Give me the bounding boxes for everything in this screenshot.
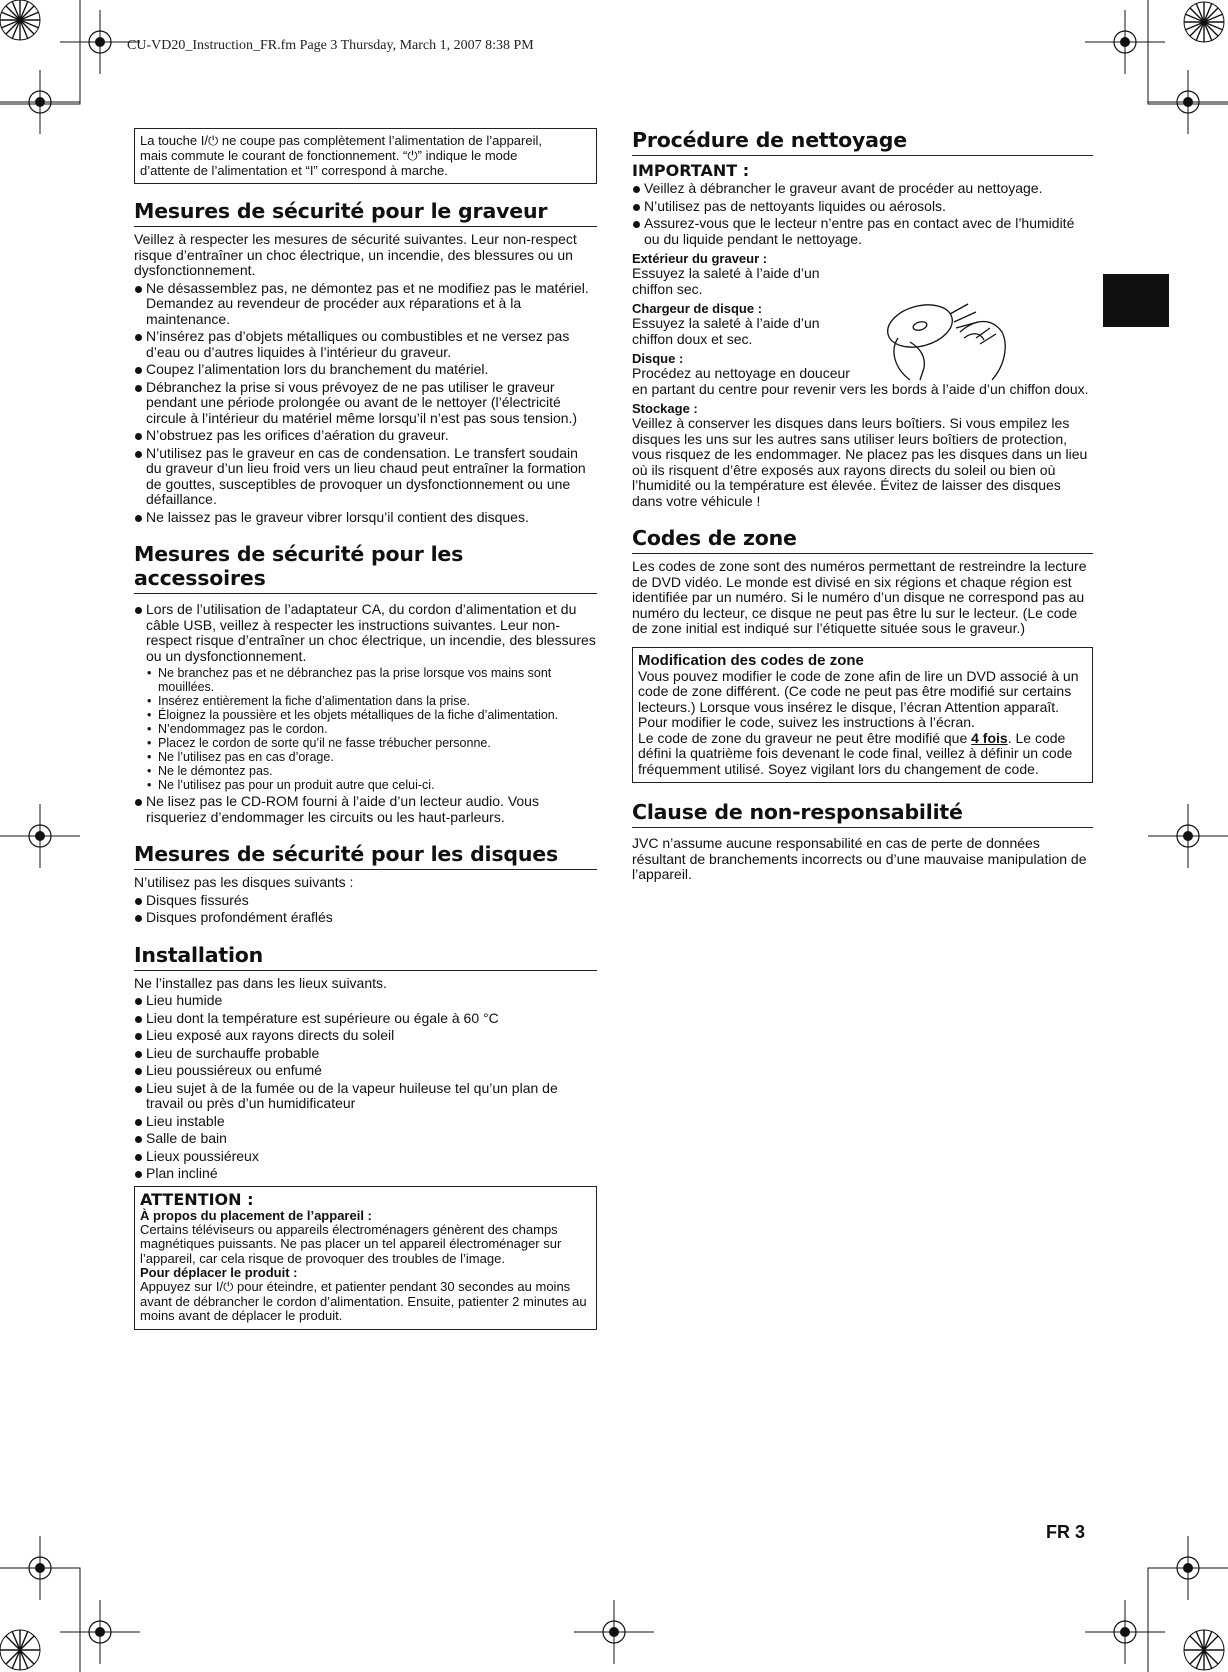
bullet-list (632, 181, 1093, 247)
list-item: Veillez à débrancher le graveur avant de procéder au nettoyage. (632, 181, 1093, 197)
zone-box-text (638, 731, 1087, 778)
crop-mark-icon (1118, 1562, 1228, 1672)
hand-cleaning-disc-icon (880, 288, 1015, 384)
zone-box-text: Vous pouvez modifier le code de zone afin de lire un DVD associé à un code de zone différent. (Ce code ne peut pas être modifié sur certains lecteurs.) Lorsque vous insérez le disque, l’écran Attention apparaît. Pour modifier le code, suivez les instructions à l’écran. (638, 667, 1079, 730)
list-item: Lieu poussiéreux ou enfumé (134, 1063, 597, 1079)
list-item: Ne laissez pas le graveur vibrer lorsqu’il contient des disques. (134, 510, 597, 526)
list-item: Lieu exposé aux rayons directs du soleil (134, 1028, 597, 1044)
attention-subhead: Pour déplacer le produit : (140, 1265, 298, 1280)
registration-mark-icon (1148, 804, 1228, 868)
sub-list (146, 666, 597, 792)
clean-label: Chargeur de disque : (632, 301, 763, 316)
sub-item: • Insérez entièrement la fiche d’alimentation dans la prise. (146, 694, 597, 708)
section-intro: N’utilisez pas les disques suivants : (134, 874, 354, 890)
list-item: Lieu instable (134, 1114, 597, 1130)
emphasis-text: 4 fois (971, 729, 1008, 746)
sub-item: • N’endommagez pas le cordon. (146, 722, 597, 736)
section-title: Mesures de sécurité pour les disques (134, 842, 597, 870)
sub-item: • Ne branchez pas et ne débranchez pas la prise lorsque vos mains sont mouillées. (146, 666, 597, 694)
list-item: Coupez l’alimentation lors du branchement du matériel. (134, 362, 597, 378)
registration-mark-icon (574, 1600, 654, 1664)
attention-box (134, 1186, 597, 1330)
clean-label: Stockage : (632, 401, 698, 416)
section-title: Installation (134, 943, 597, 971)
list-item: Lieu sujet à de la fumée ou de la vapeur huileuse tel qu’un plan de travail ou près d’un humidificateur (134, 1081, 597, 1112)
bullet-list (134, 602, 597, 825)
list-item: Plan incliné (134, 1166, 597, 1182)
list-item: Lieu humide (134, 993, 597, 1009)
section-accessoires (134, 542, 597, 825)
section-disques (134, 842, 597, 926)
zone-box-title: Modification des codes de zone (638, 651, 864, 669)
clean-label: Disque : (632, 351, 684, 366)
section-nettoyage (632, 128, 1093, 509)
clean-text: Essuyez la saleté à l’aide d’un chiffon sec. (632, 265, 820, 297)
section-title: Mesures de sécurité pour les accessoires (134, 542, 597, 594)
clean-text: en partant du centre pour revenir vers les bords à l’aide d’un chiffon doux. (632, 380, 1089, 397)
sub-item: • Ne le démontez pas. (146, 764, 597, 778)
section-text: JVC n’assume aucune responsabilité en cas de perte de données résultant de branchements incorrects ou d’une mauvaise manipulation de l’appareil. (632, 835, 1087, 882)
registration-mark-icon (0, 804, 80, 868)
clean-label: Extérieur du graveur : (632, 251, 768, 266)
sub-item: • Éloignez la poussière et les objets métalliques de la fiche d’alimentation. (146, 708, 597, 722)
bullet-list (134, 893, 597, 926)
attention-subhead: À propos du placement de l’appareil : (140, 1207, 372, 1223)
attention-text: Appuyez sur I/⏻ pour éteindre, et patienter pendant 30 secondes au moins avant de débrancher le cordon d’alimentation. Ensuite, patienter 2 minutes au moins avant de déplacer le produit. (140, 1279, 587, 1323)
list-item: Lieu dont la température est supérieure ou égale à 60 °C (134, 1011, 597, 1027)
section-title: Codes de zone (632, 526, 1093, 554)
crop-mark-icon (0, 1562, 110, 1672)
bullet-list (134, 281, 597, 526)
text-run: Le code de zone du graveur ne peut être modifié que (638, 729, 972, 746)
list-item: N’utilisez pas le graveur en cas de condensation. Le transfert soudain du graveur d’un lieu froid vers un lieu chaud peut entraîner la formation de gouttes, susceptibles de provoquer un dysfonctionnement ou une défaillance. (134, 446, 597, 508)
clean-item (632, 252, 852, 382)
list-item (134, 602, 597, 792)
list-item: Disques profondément éraflés (134, 910, 597, 926)
section-intro: Les codes de zone sont des numéros permettant de restreindre la lecture de DVD vidéo. Le monde est divisé en six régions et chaque région est identifiée par un numéro. Si le numéro d’un disque ne correspond pas au numéro du lecteur, ce disque ne peut pas être lu sur le lecteur. (Le code de zone initial est indiqué sur l’étiquette située sous le graveur.) (632, 558, 1087, 636)
section-title: Procédure de nettoyage (632, 128, 1093, 156)
left-column (134, 128, 597, 1330)
zone-code-box (632, 647, 1093, 784)
list-item: Ne lisez pas le CD-ROM fourni à l’aide d’un lecteur audio. Vous risqueriez d’endommager les circuits ou les haut-parleurs. (134, 794, 597, 825)
section-graveur (134, 199, 597, 525)
section-intro: Ne l’installez pas dans les lieux suivants. (134, 974, 387, 991)
clean-text: Essuyez la saleté à l’aide d’un chiffon doux et sec. (632, 315, 820, 347)
list-item: N’insérez pas d’objets métalliques ou combustibles et ne versez pas d’eau ou d’autres liquides à l’intérieur du graveur. (134, 329, 597, 360)
list-item: Lieu de surchauffe probable (134, 1046, 597, 1062)
right-column (632, 128, 1093, 883)
list-item: Assurez-vous que le lecteur n’entre pas en contact avec de l’humidité ou du liquide pendant le nettoyage. (632, 216, 1093, 247)
list-item-text: Lors de l’utilisation de l’adaptateur CA, du cordon d’alimentation et du câble USB, veillez à respecter les instructions suivantes. Leur non-respect risque d’entraîner un choc électrique, un incendie, des blessures ou un dysfonctionnement. (146, 601, 596, 664)
page-number: FR 3 (1046, 1522, 1086, 1542)
crop-mark-icon (1118, 0, 1228, 110)
list-item: Débranchez la prise si vous prévoyez de ne pas utiliser le graveur pendant une période prolongée ou avant de le nettoyer (l’électricité circule à l’intérieur du matériel même lorsqu’il n’est pas sous tension.) (134, 380, 597, 427)
section-title: Clause de non-responsabilité (632, 800, 1093, 828)
section-clause (632, 800, 1093, 883)
attention-title: ATTENTION : (140, 1189, 254, 1209)
power-notice-box (134, 128, 597, 184)
file-header: CU-VD20_Instruction_FR.fm Page 3 Thursday, March 1, 2007 8:38 PM (127, 38, 534, 53)
notice-line: mais commute le courant de fonctionnement. “⏻” indique le mode (140, 148, 518, 163)
list-item: Ne désassemblez pas, ne démontez pas et ne modifiez pas le matériel. Demandez au revendeur de procéder aux réparations et à la maintenance. (134, 281, 597, 328)
clean-text: Procédez au nettoyage en douceur (632, 365, 850, 381)
section-tab-marker (1103, 274, 1169, 327)
text-run: . Le code défini la quatrième fois devenant le code final, veillez à définir un code fréquemment utilisé. Soyez vigilant lors du changement de code. (638, 729, 1073, 777)
bullet-list (134, 993, 597, 1182)
section-title: Mesures de sécurité pour le graveur (134, 199, 597, 227)
sub-item: • Ne l’utilisez pas en cas d’orage. (146, 750, 597, 764)
notice-line: La touche I/⏻ ne coupe pas complètement l’alimentation de l’appareil, (140, 133, 542, 148)
section-codes (632, 526, 1093, 783)
list-item: N’utilisez pas de nettoyants liquides ou aérosols. (632, 199, 1093, 215)
list-item: Lieux poussiéreux (134, 1149, 597, 1165)
list-item: N’obstruez pas les orifices d’aération du graveur. (134, 428, 597, 444)
section-installation (134, 943, 597, 1182)
crop-mark-icon (0, 0, 110, 110)
list-item: Salle de bain (134, 1131, 597, 1147)
sub-item: • Ne l’utilisez pas pour un produit autre que celui-ci. (146, 778, 597, 792)
section-intro: Veillez à respecter les mesures de sécurité suivantes. Leur non-respect risque d’entraîner un choc électrique, un incendie, des blessures ou un dysfonctionnement. (134, 231, 577, 278)
attention-text: Certains téléviseurs ou appareils électroménagers génèrent des champs magnétiques puissants. Ne pas placer un tel appareil électroménager sur l’appareil, car cela risque de provoquer des troubles de l’image. (140, 1221, 562, 1266)
clean-text: Veillez à conserver les disques dans leurs boîtiers. Si vous empilez les disques les uns sur les autres sans utiliser leurs boîtiers de protection, vous risquez de les endommager. Ne placez pas les disques dans un lieu où ils risquent d’être exposés aux rayons directs du soleil ou bien où l’humidité ou la température est élevée. Évitez de laisser des disques dans votre véhicule ! (632, 415, 1088, 509)
list-item: Disques fissurés (134, 893, 597, 909)
important-label: IMPORTANT : (632, 161, 750, 180)
sub-item: • Placez le cordon de sorte qu’il ne fasse trébucher personne. (146, 736, 597, 750)
notice-line: d’attente de l’alimentation et “I” correspond à marche. (140, 163, 448, 178)
